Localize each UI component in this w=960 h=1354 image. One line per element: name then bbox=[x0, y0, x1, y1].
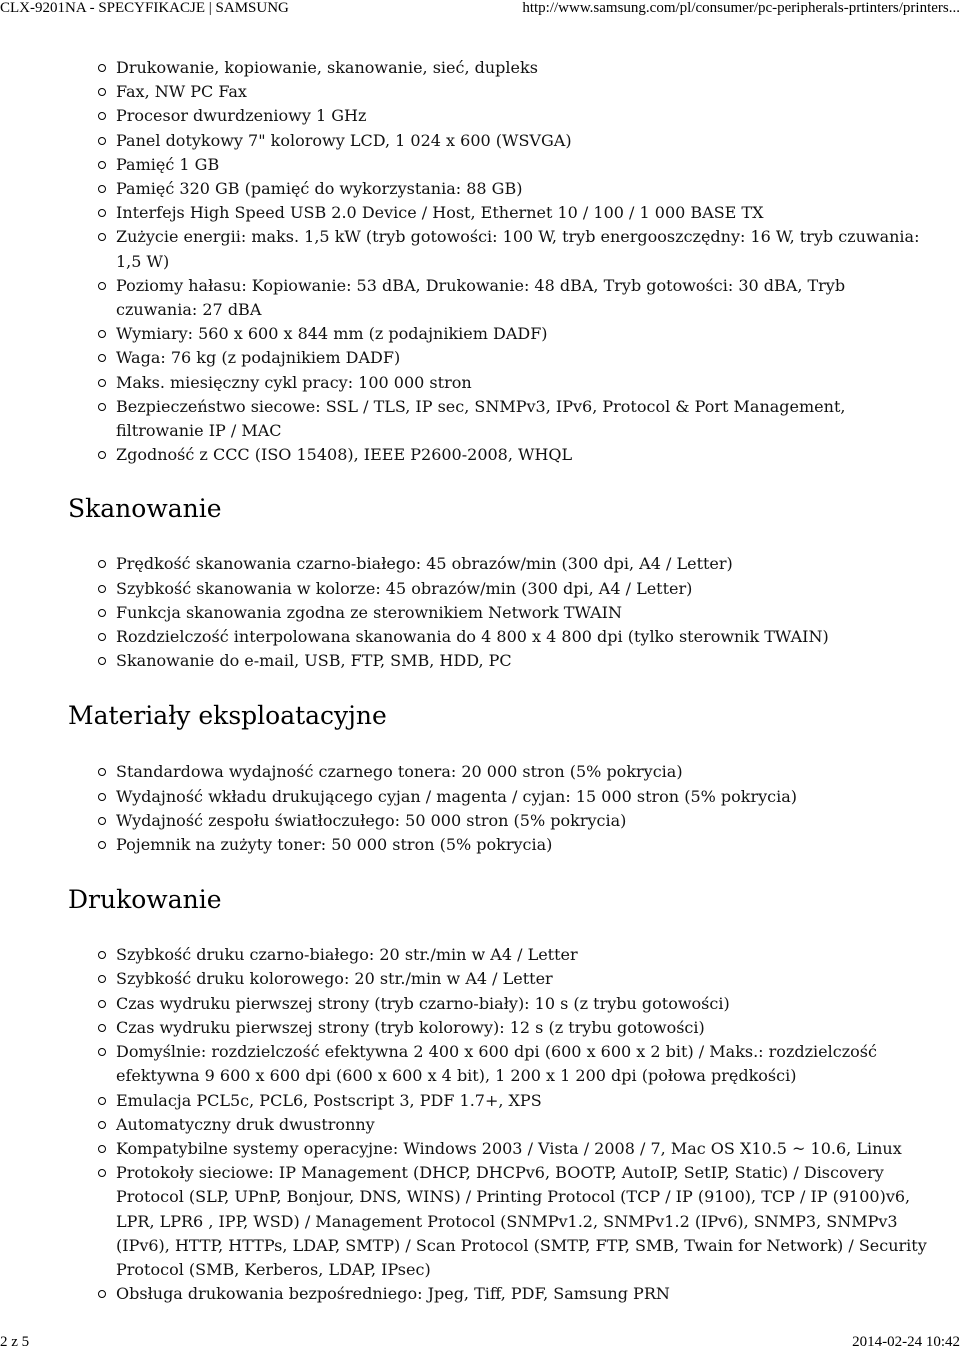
list-item: Fax, NW PC Fax bbox=[68, 80, 928, 104]
list-item: Szybkość druku czarno-białego: 20 str./min w A4 / Letter bbox=[68, 943, 928, 967]
list-item: Pamięć 1 GB bbox=[68, 153, 928, 177]
list-item: Interfejs High Speed USB 2.0 Device / Host, Ethernet 10 / 100 / 1 000 BASE TX bbox=[68, 201, 928, 225]
list-item: Drukowanie, kopiowanie, skanowanie, sieć, dupleks bbox=[68, 56, 928, 80]
page-header bbox=[0, 0, 960, 22]
list-item: Prędkość skanowania czarno-białego: 45 obrazów/min (300 dpi, A4 / Letter) bbox=[68, 552, 928, 576]
page-number: 2 z 5 bbox=[0, 1334, 30, 1350]
list-item: Wydajność wkładu drukującego cyjan / magenta / cyjan: 15 000 stron (5% pokrycia) bbox=[68, 785, 928, 809]
list-item: Wymiary: 560 x 600 x 844 mm (z podajnikiem DADF) bbox=[68, 322, 928, 346]
list-item: Zużycie energii: maks. 1,5 kW (tryb gotowości: 100 W, tryb energooszczędny: 16 W, tryb czuwania: 1,5 W) bbox=[68, 225, 928, 273]
list-item: Poziomy hałasu: Kopiowanie: 53 dBA, Drukowanie: 48 dBA, Tryb gotowości: 30 dBA, Tryb czuwania: 27 dBA bbox=[68, 274, 928, 322]
list-item: Pamięć 320 GB (pamięć do wykorzystania: 88 GB) bbox=[68, 177, 928, 201]
list-item: Obsługa drukowania bezpośredniego: Jpeg, Tiff, PDF, Samsung PRN bbox=[68, 1282, 928, 1306]
list-item: Funkcja skanowania zgodna ze sterownikiem Network TWAIN bbox=[68, 601, 928, 625]
list-item: Standardowa wydajność czarnego tonera: 20 000 stron (5% pokrycia) bbox=[68, 760, 928, 784]
list-item: Emulacja PCL5c, PCL6, Postscript 3, PDF 1.7+, XPS bbox=[68, 1089, 928, 1113]
list-item: Waga: 76 kg (z podajnikiem DADF) bbox=[68, 346, 928, 370]
print-timestamp: 2014-02-24 10:42 bbox=[852, 1334, 960, 1350]
page-footer bbox=[0, 1332, 960, 1354]
printing-spec-list bbox=[68, 943, 928, 1306]
list-item: Procesor dwurdzeniowy 1 GHz bbox=[68, 104, 928, 128]
consumables-spec-list bbox=[68, 760, 928, 857]
page-url: http://www.samsung.com/pl/consumer/pc-peripherals-prtinters/printers... bbox=[522, 0, 960, 16]
document-content bbox=[68, 56, 928, 1306]
page-title: CLX-9201NA - SPECYFIKACJE | SAMSUNG bbox=[0, 0, 289, 16]
section-heading-scanning: Skanowanie bbox=[68, 494, 222, 524]
general-spec-list bbox=[68, 56, 928, 467]
list-item: Rozdzielczość interpolowana skanowania do 4 800 x 4 800 dpi (tylko sterownik TWAIN) bbox=[68, 625, 928, 649]
list-item: Wydajność zespołu światłoczułego: 50 000 stron (5% pokrycia) bbox=[68, 809, 928, 833]
list-item: Skanowanie do e-mail, USB, FTP, SMB, HDD, PC bbox=[68, 649, 928, 673]
list-item: Czas wydruku pierwszej strony (tryb kolorowy): 12 s (z trybu gotowości) bbox=[68, 1016, 928, 1040]
list-item: Czas wydruku pierwszej strony (tryb czarno-biały): 10 s (z trybu gotowości) bbox=[68, 992, 928, 1016]
section-heading-printing: Drukowanie bbox=[68, 885, 222, 915]
list-item: Automatyczny druk dwustronny bbox=[68, 1113, 928, 1137]
list-item: Bezpieczeństwo siecowe: SSL / TLS, IP sec, SNMPv3, IPv6, Protocol & Port Management, filtrowanie IP / MAC bbox=[68, 395, 928, 443]
list-item: Panel dotykowy 7" kolorowy LCD, 1 024 x 600 (WSVGA) bbox=[68, 129, 928, 153]
list-item: Zgodność z CCC (ISO 15408), IEEE P2600-2008, WHQL bbox=[68, 443, 928, 467]
list-item: Maks. miesięczny cykl pracy: 100 000 stron bbox=[68, 371, 928, 395]
list-item: Domyślnie: rozdzielczość efektywna 2 400 x 600 dpi (600 x 600 x 2 bit) / Maks.: rozdzielczość efektywna 9 600 x 600 dpi (600 x 600 x 4 bit), 1 200 x 1 200 dpi (połowa prędkości) bbox=[68, 1040, 928, 1088]
list-item: Pojemnik na zużyty toner: 50 000 stron (5% pokrycia) bbox=[68, 833, 928, 857]
list-item: Szybkość skanowania w kolorze: 45 obrazów/min (300 dpi, A4 / Letter) bbox=[68, 577, 928, 601]
scanning-spec-list bbox=[68, 552, 928, 673]
section-heading-consumables: Materiały eksploatacyjne bbox=[68, 701, 387, 731]
list-item: Szybkość druku kolorowego: 20 str./min w A4 / Letter bbox=[68, 967, 928, 991]
list-item: Protokoły sieciowe: IP Management (DHCP, DHCPv6, BOOTP, AutoIP, SetIP, Static) / Discovery Protocol (SLP, UPnP, Bonjour, DNS, WINS) / Printing Protocol (TCP / IP (9100), TCP / IP (9100)v6, LPR, LPR6 , IPP, WSD) / Management Protocol (SNMPv1.2, SNMPv1.2 (IPv6), SNMP3, SNMPv3 (IPv6), HTTP, HTTPs, LDAP, SMTP) / Scan Protocol (SMTP, FTP, SMB, Twain for Network) / Security Protocol (SMB, Kerberos, LDAP, IPsec) bbox=[68, 1161, 928, 1282]
list-item: Kompatybilne systemy operacyjne: Windows 2003 / Vista / 2008 / 7, Mac OS X10.5 ~ 10.6, Linux bbox=[68, 1137, 928, 1161]
